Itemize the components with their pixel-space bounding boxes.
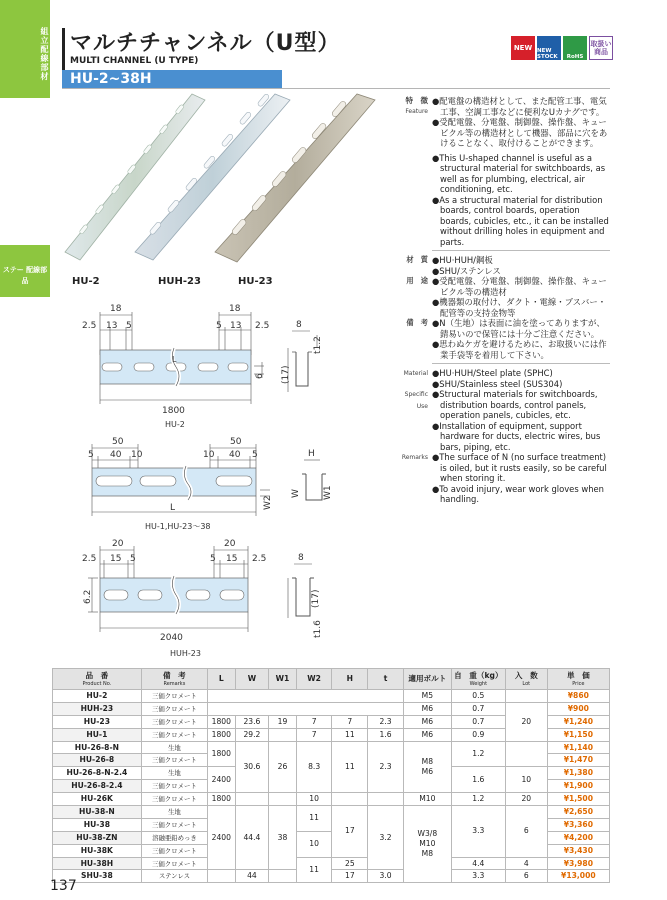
col-product-no: 品 番 Product No. [53, 669, 142, 690]
features-panel [396, 96, 610, 505]
use-en-1: ●Structural materials for switchboards, distribution boards, control panels, operation panels, cubicles, etc. [432, 389, 598, 420]
dim-50-right: 50 [230, 437, 242, 447]
dim-t1-2: t1.2 [313, 336, 323, 354]
new-badge: NEW [511, 36, 535, 60]
col-weight: 自 重（kg） Weight [451, 669, 505, 690]
dim-H: H [308, 449, 315, 459]
diagram-huh23 [74, 538, 334, 646]
dim-2-5-right: 2.5 [255, 321, 270, 331]
material-en-row [396, 368, 610, 389]
col-L: L [208, 669, 236, 690]
table-row: SHU-38 ステンレス 44 17 3.0 3.3 6 ¥13,000 [53, 870, 610, 883]
dim-40-right: 40 [229, 450, 241, 460]
col-remarks: 備 考 Remarks [141, 669, 207, 690]
dim-2-5-left: 2.5 [82, 554, 97, 564]
header-divider [62, 88, 610, 89]
dim-2-5-left: 2.5 [82, 321, 97, 331]
table-header-row [53, 669, 610, 690]
dim-5-right: 5 [216, 321, 222, 331]
channel-hu2-photo [65, 94, 205, 260]
material-en-2: ●SHU/Stainless steel (SUS304) [432, 378, 563, 389]
table-row: HU-23 三価クロメート 1800 23.6 19 7 7 2.3 M6 0.7 ¥1,240 [53, 715, 610, 728]
dim-5-right: 5 [252, 450, 258, 460]
diagram-hu2 [74, 300, 334, 418]
diagram-caption-huh23: HUH-23 [170, 649, 201, 658]
dim-40-left: 40 [110, 450, 122, 460]
dim-5-left: 5 [130, 554, 136, 564]
use-jp-2: ●機器類の取付け、ダクト・電線・ブスバー・配管等の支持金物等 [432, 297, 607, 318]
remarks-key: 備 考 [406, 318, 428, 327]
col-W2: W2 [296, 669, 332, 690]
feature-en-1: ●This U-shaped channel is useful as a structural material for switchboards, as well as for plumbing, electrical, air conditioning, etc. [432, 152, 606, 194]
table-row: HUH-23 三価クロメート M6 0.7 20 ¥900 [53, 702, 610, 715]
use-key: 用 途 [406, 276, 428, 285]
col-W: W [235, 669, 269, 690]
dim-W2: W2 [263, 495, 273, 510]
diagram-caption-hu2: HU-2 [165, 420, 185, 429]
dim-W1: W1 [323, 485, 333, 500]
feature-jp-1: ●配電盤の構造材として、また配管工事、電気工事、空調工事などに便利なUカナグです。 [432, 96, 607, 117]
dim-6: 6 [255, 373, 265, 379]
col-t: t [368, 669, 404, 690]
remarks-row [396, 318, 610, 360]
dim-20-left: 20 [112, 539, 124, 549]
diagram-caption-hu1-hu23: HU-1,HU-23～38 [145, 522, 211, 531]
dim-10-right: 10 [203, 450, 215, 460]
table-row: HU-38K 三価クロメート ¥3,430 [53, 844, 610, 857]
dim-15-left: 15 [110, 554, 122, 564]
col-W1: W1 [269, 669, 297, 690]
title-accent-bar [62, 28, 65, 72]
use-en-row [396, 389, 610, 452]
dim-13-left: 13 [106, 321, 118, 331]
divider [432, 250, 610, 251]
rohs-badge: RoHS [563, 36, 587, 60]
feature-key-jp: 特 徴 [405, 96, 428, 105]
remarks-en-1: ●The surface of N (no surface treatment) is oiled, but it rusts easily, so be careful when storing it. [432, 452, 607, 483]
dim-13-right: 13 [230, 321, 242, 331]
dim-8: 8 [298, 553, 304, 563]
dim-15-right: 15 [226, 554, 238, 564]
material-key: 材 質 [406, 255, 428, 264]
material-en-1: ●HU·HUH/Steel plate (SPHC) [432, 368, 553, 378]
dim-2040: 2040 [160, 633, 183, 643]
remarks-jp-1: ●N（生地）は表面に油を塗ってありますが、錆易いので保管には十分ご注意ください。 [432, 318, 605, 339]
dim-20-right: 20 [224, 539, 236, 549]
feature-jp-2: ●受配電盤、分電盤、制御盤、操作盤、キュービクル等の構造材として機器、部品に穴をあけることなく、取付けることができます。 [432, 117, 608, 148]
new-stock-badge: NEW STOCK [537, 36, 561, 60]
table-row: HU-26-8-N 生地 1800 30.6 26 8.3 11 2.3 M8 M6 1.2 ¥1,140 [53, 741, 610, 754]
diagram-hu1-hu23 [74, 434, 344, 520]
remarks-key-en: Remarks [401, 454, 428, 461]
photo-label-hu23: HU-23 [238, 276, 273, 287]
table-row: HU-26-8 三価クロメート ¥1,470 [53, 754, 610, 767]
col-H: H [332, 669, 368, 690]
table-row: HU-26K 三価クロメート 1800 10 M10 1.2 20 ¥1,500 [53, 793, 610, 806]
material-row [396, 255, 610, 276]
table-row: HU-2 三価クロメート M5 0.5 ¥860 [53, 690, 610, 703]
page-subtitle: MULTI CHANNEL (U TYPE) [70, 56, 199, 66]
dim-50-left: 50 [112, 437, 124, 447]
product-photo [55, 92, 385, 267]
dim-10-left: 10 [131, 450, 143, 460]
channel-hu23-photo [215, 94, 375, 262]
photo-label-hu2: HU-2 [72, 276, 100, 287]
feature-key [396, 96, 432, 247]
dim-L: L [170, 503, 176, 513]
feature-key-en: Feature [405, 107, 428, 115]
material-jp-2: ●SHU/ステンレス [432, 265, 501, 276]
material-key-en: Material [403, 370, 428, 377]
use-jp-1: ●受配電盤、分電盤、制御盤、操作盤、キュービクル等の構造材 [432, 276, 607, 297]
dim-2-5-right: 2.5 [252, 554, 267, 564]
use-en-2: ●Installation of equipment, support hardware for ducts, electric wires, bus bars, piping, etc. [432, 420, 601, 452]
channel-huh23-photo [135, 93, 290, 260]
col-lot: 入 数 Lot [505, 669, 547, 690]
dim-6-2: 6.2 [83, 589, 93, 604]
dim-18-right: 18 [229, 304, 241, 314]
remarks-en-row [396, 452, 610, 505]
use-row [396, 276, 610, 318]
badge-group [511, 36, 613, 60]
sidebar [0, 0, 50, 900]
divider [432, 363, 610, 364]
table-row: HU-38H 三価クロメート 11 25 4.4 4 ¥3,980 [53, 857, 610, 870]
table-row: HU-38 三価クロメート ¥3,360 [53, 818, 610, 831]
page-title: マルチチャンネル（U型） [70, 31, 341, 56]
photo-label-huh23: HUH-23 [158, 276, 201, 287]
dim-5-left: 5 [88, 450, 94, 460]
dim-8: 8 [296, 320, 302, 330]
section-tab-stay-parts[interactable]: ステー 配線部品 [0, 245, 50, 297]
table-row: HU-38-ZN 溶融亜鉛めっき 10 ¥4,200 [53, 831, 610, 844]
dim-18-left: 18 [110, 304, 122, 314]
table-row: HU-26-8-N-2.4 生地 2400 1.6 10 ¥1,380 [53, 767, 610, 780]
col-bolt: 適用ボルト [403, 669, 451, 690]
material-jp-1: ●HU·HUH/鋼板 [432, 255, 493, 265]
table-row: HU-26-8-2.4 三価クロメート ¥1,900 [53, 780, 610, 793]
feature-row [396, 96, 610, 247]
dim-5-left: 5 [126, 321, 132, 331]
table-row: HU-38-N 生地 2400 44.4 38 11 17 3.2 W3/8 M10 M8 3.3 6 ¥2,650 [53, 806, 610, 819]
dim-17: (17) [281, 365, 291, 384]
spec-table [52, 668, 610, 883]
page-number: 137 [50, 878, 77, 894]
dim-5-right: 5 [210, 554, 216, 564]
remarks-jp-2: ●思わぬケガを避けるために、お取扱いには作業手袋等を着用して下さい。 [432, 339, 607, 360]
use-key-en: Specific Use [404, 391, 428, 410]
handled-product-badge: 取扱い 商品 [589, 36, 613, 60]
section-tab-assembly-wiring[interactable]: 組立配線部材 [0, 0, 50, 98]
table-row: HU-1 三価クロメート 1800 29.2 7 11 1.6 M6 0.9 ¥1,150 [53, 728, 610, 741]
col-price: 単 価 Price [547, 669, 609, 690]
feature-en-2: ●As a structural material for distribution boards, control boards, operation boards, cubicles, etc., it can be installed without drilling holes in equipment and parts. [432, 194, 609, 247]
model-range-label: HU-2~38H [62, 70, 282, 88]
remarks-en-2: ●To avoid injury, wear work gloves when handling. [432, 483, 604, 504]
dim-t1-6: t1.6 [313, 620, 323, 638]
dim-17: (17) [311, 589, 321, 608]
dim-W: W [291, 489, 301, 498]
dim-1800: 1800 [162, 406, 185, 416]
dim-L: L [172, 355, 177, 364]
